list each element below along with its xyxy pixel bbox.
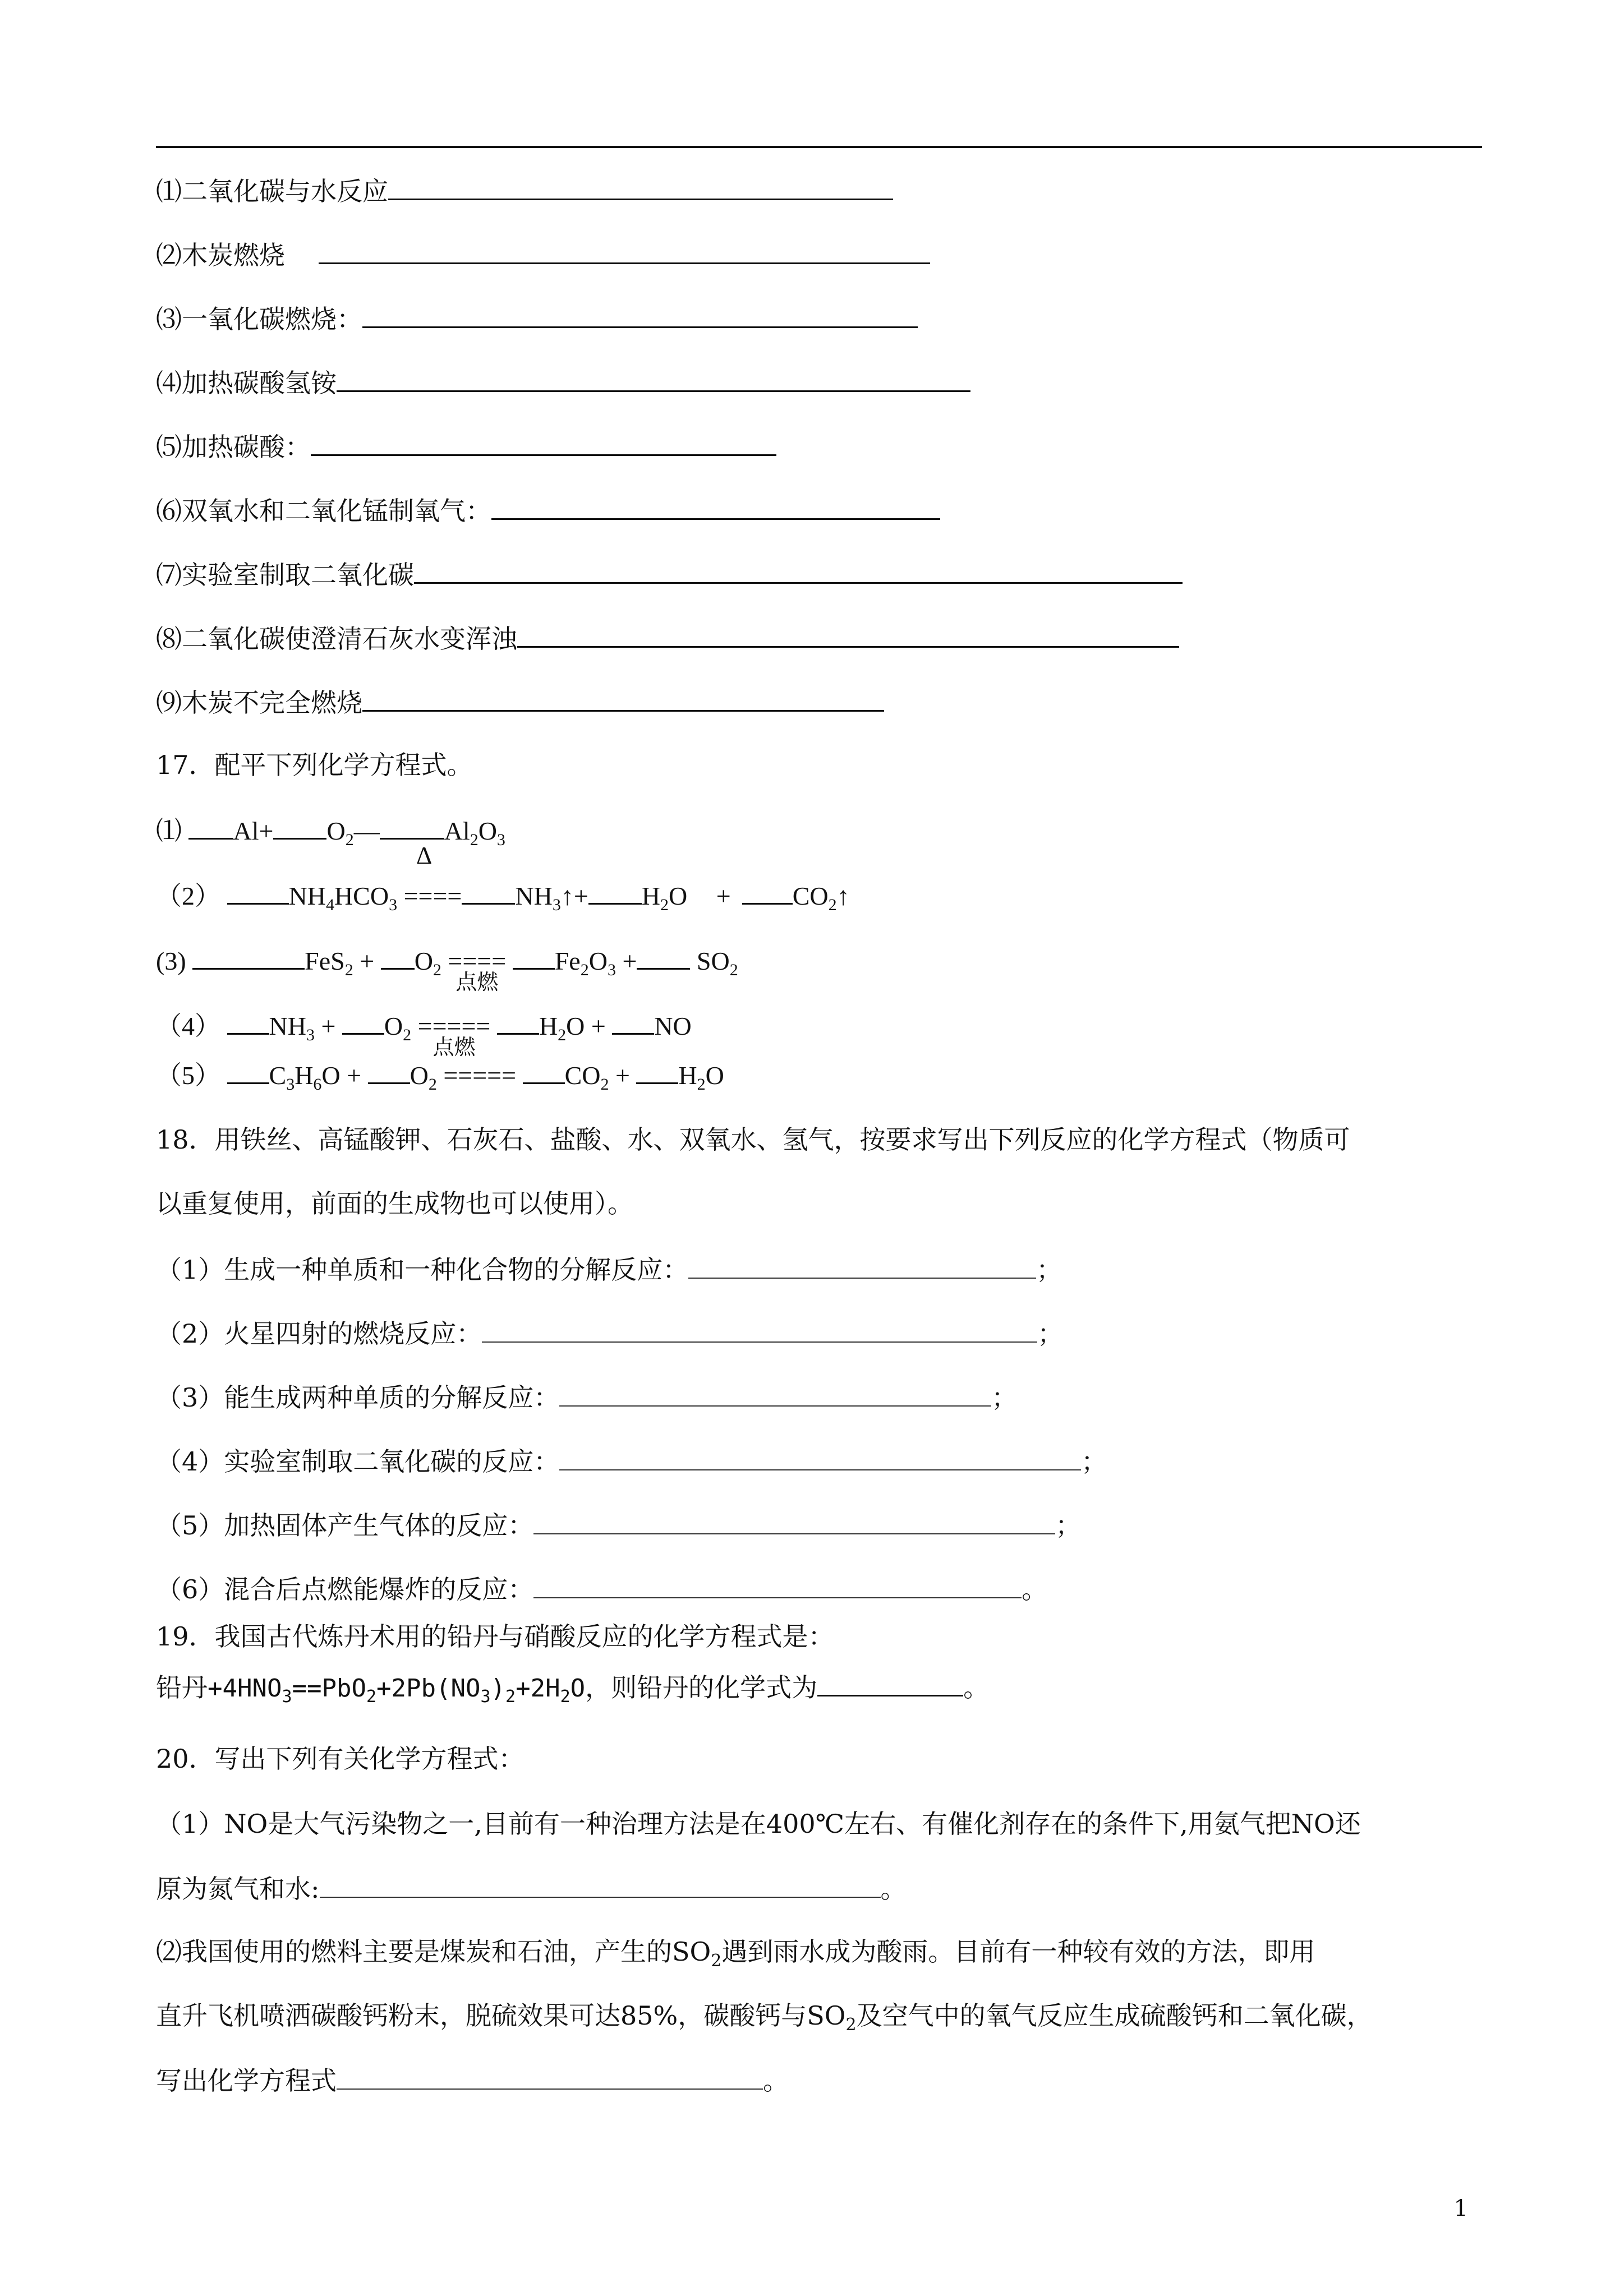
coef-blank[interactable]: [588, 877, 642, 905]
coef-blank[interactable]: [192, 942, 305, 970]
q20-part1-line2: 原为氮气和水: 。: [156, 1871, 907, 1906]
answer-blank[interactable]: [362, 684, 884, 712]
answer-blank[interactable]: [337, 2063, 763, 2090]
answer-blank[interactable]: [311, 428, 776, 456]
q16-item-7: ⑺实验室制取二氧化碳: [156, 556, 1183, 592]
q18-item-4: （4）实验室制取二氧化碳的反应： ；: [156, 1444, 1107, 1478]
q16-item-9: ⑼木炭不完全燃烧: [156, 684, 884, 720]
answer-blank[interactable]: [533, 1571, 1022, 1598]
coef-blank[interactable]: [380, 812, 444, 840]
coef-blank[interactable]: [381, 942, 415, 970]
q17-eq1: ⑴ $Al+ O_2—$ $Al_2O_3$: [156, 812, 505, 857]
answer-blank[interactable]: [337, 365, 970, 392]
answer-blank[interactable]: [491, 492, 940, 520]
q19-title: 19．我国古代炼丹术用的铅丹与硝酸反应的化学方程式是：: [156, 1621, 834, 1652]
q16-item-1: ⑴二氧化碳与水反应: [156, 173, 893, 208]
answer-blank[interactable]: [362, 301, 918, 328]
header-rule: [156, 146, 1482, 148]
q18-title-cont: 以重复使用，前面的生成物也可以使用）。: [156, 1188, 633, 1219]
answer-blank[interactable]: [319, 237, 930, 264]
answer-blank[interactable]: [688, 1252, 1036, 1279]
q16-item-6: ⑹双氧水和二氧化锰制氧气：: [156, 492, 940, 528]
coef-blank[interactable]: [188, 812, 233, 840]
reaction-condition: 点燃: [456, 971, 499, 994]
q19-equation: $+4HNO_3==PbO_2+2Pb(NO_3)_2+2H_2O$: [208, 1674, 586, 1707]
q18-item-5: （5）加热固体产生气体的反应： ；: [156, 1507, 1081, 1542]
coef-blank[interactable]: [523, 1057, 565, 1084]
reaction-sign: ===== 点燃: [418, 1009, 491, 1043]
reaction-condition: 点燃: [433, 1036, 476, 1059]
q16-item-5: ⑸加热碳酸：: [156, 428, 776, 464]
answer-blank[interactable]: [320, 1871, 881, 1898]
q18-item-6: （6）混合后点燃能爆炸的反应： 。: [156, 1571, 1047, 1606]
q16-item-2: ⑵木炭燃烧: [156, 237, 930, 272]
q20-title: 20．写出下列有关化学方程式：: [156, 1744, 525, 1774]
q17-eq5: （5） $C_3H_6O + O_2$ ===== $CO_2 + H_2O$: [156, 1057, 724, 1101]
q20-part1-line1: （1）NO是大气污染物之一,目前有一种治理方法是在400℃左右、有催化剂存在的条件下,用氨气把NO还: [156, 1809, 1361, 1839]
answer-blank[interactable]: [559, 1444, 1081, 1470]
q16-item-4: ⑷加热碳酸氢铵: [156, 365, 970, 400]
coef-blank[interactable]: [742, 877, 793, 905]
coef-blank[interactable]: [462, 877, 515, 905]
q17-eq3: (3) $FeS_2 + O_2$ ==== 点燃 $Fe_2O_3 + SO_2$: [156, 942, 738, 987]
coef-blank[interactable]: [612, 1007, 654, 1035]
q20-part2-line3: 写出化学方程式 。: [156, 2063, 789, 2097]
q20-part2-line2: 直升飞机喷洒碳酸钙粉末，脱硫效果可达85%，碳酸钙与$SO_2$及空气中的氧气反应生成硫酸钙和二氧化碳，: [156, 2000, 1373, 2035]
page-number: 1: [1453, 2196, 1468, 2221]
q18-item-1: （1）生成一种单质和一种化合物的分解反应： ；: [156, 1252, 1062, 1287]
answer-blank[interactable]: [559, 1380, 991, 1407]
answer-blank[interactable]: [482, 1316, 1037, 1343]
answer-blank[interactable]: [533, 1507, 1055, 1534]
q20-part2-line1: ⑵我国使用的燃料主要是煤炭和石油，产生的$SO_2$遇到雨水成为酸雨。目前有一种较有效的方法，即用: [156, 1937, 1315, 1971]
coef-blank[interactable]: [513, 942, 555, 970]
answer-blank[interactable]: [517, 620, 1179, 648]
q18-title: 18．用铁丝、高锰酸钾、石灰石、盐酸、水、双氧水、氢气，按要求写出下列反应的化学方程式（物质可: [156, 1124, 1350, 1155]
q17-eq2-condition: Δ: [416, 842, 433, 869]
coef-blank[interactable]: [342, 1007, 384, 1035]
answer-blank[interactable]: [414, 556, 1183, 584]
q16-item-3: ⑶一氧化碳燃烧：: [156, 301, 918, 336]
coef-blank[interactable]: [636, 1057, 678, 1084]
coef-blank[interactable]: [227, 1057, 269, 1084]
q17-title: 17．配平下列化学方程式。: [156, 750, 473, 780]
coef-blank[interactable]: [227, 877, 289, 905]
answer-blank[interactable]: [817, 1669, 963, 1696]
coef-blank[interactable]: [637, 942, 690, 970]
q18-item-2: （2）火星四射的燃烧反应： ；: [156, 1316, 1063, 1350]
q18-item-3: （3）能生成两种单质的分解反应： ；: [156, 1380, 1017, 1414]
answer-blank[interactable]: [388, 173, 893, 200]
q17-eq2: （2） $NH_4HCO_3$ ==== $NH_3↑+ H_2O$ + $CO_2↑$: [156, 877, 850, 922]
coef-blank[interactable]: [497, 1007, 539, 1035]
q19-equation-line: 铅丹$+4HNO_3==PbO_2+2Pb(NO_3)_2+2H_2O$，则铅丹的化学式为 。: [156, 1669, 989, 1714]
coef-blank[interactable]: [368, 1057, 410, 1084]
coef-blank[interactable]: [227, 1007, 269, 1035]
q16-item-8: ⑻二氧化碳使澄清石灰水变浑浊: [156, 620, 1179, 656]
reaction-sign: ==== 点燃: [448, 944, 506, 978]
coef-blank[interactable]: [273, 812, 326, 840]
q17-eq4: （4） $NH_3 + O_2$ ===== 点燃 $H_2O$ + NO: [156, 1007, 692, 1052]
